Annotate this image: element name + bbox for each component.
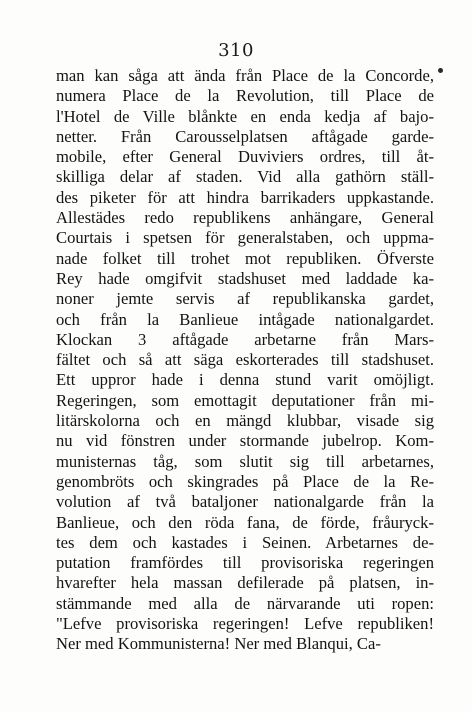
page-number: 310	[218, 40, 254, 61]
text-line: nade folket till trohet mot republiken. Öfverste	[56, 248, 434, 268]
text-line: genombröts och skingrades på Place de la Re-	[56, 471, 434, 491]
text-line: nu vid fönstren under stormande jubelrop. Kom-	[56, 431, 434, 451]
text-line: Banlieue, och den röda fana, de förde, fråuryck-	[56, 512, 434, 532]
text-line: stämmande med alla de närvarande uti ropen:	[56, 593, 434, 613]
text-line: tes dem och kastades i Seinen. Arbetarnes de-	[56, 532, 434, 552]
text-line: putation framfördes till provisoriska regeringen	[56, 553, 434, 573]
text-line: fältet och så att säga eskorterades till stadshuset.	[56, 350, 434, 370]
text-line: "Lefve provisoriska regeringen! Lefve republiken!	[56, 614, 434, 634]
text-line: des piketer för att hindra barrikaders uppkastande.	[56, 187, 434, 207]
text-line: volution af två bataljoner nationalgarde från la	[56, 492, 434, 512]
text-line: hvarefter hela massan defilerade på platsen, in-	[56, 573, 434, 593]
ink-speck	[438, 68, 443, 73]
text-line: noner jemte servis af republikanska gardet,	[56, 289, 434, 309]
text-line: numera Place de la Revolution, till Place de	[56, 86, 434, 106]
text-line: Klockan 3 aftågade arbetarne från Mars-	[56, 329, 434, 349]
text-line: man kan såga att ända från Place de la Concorde,	[56, 66, 434, 85]
text-line: munisternas tåg, som slutit sig till arbetarnes,	[56, 451, 434, 471]
text-line: och från la Banlieue intågade nationalgardet.	[56, 309, 434, 329]
text-line: skilliga delar af staden. Vid alla gathörn ställ-	[56, 167, 434, 187]
text-line: Rey hade omgifvit stadshuset med laddade ka-	[56, 268, 434, 288]
text-line: l'Hotel de Ville blånkte en enda kedja af bajo-	[56, 106, 434, 126]
body-text	[56, 66, 434, 655]
text-line: Allestädes redo republikens anhängare, General	[56, 208, 434, 228]
text-line: litärskolorna och en mängd klubbar, visade sig	[56, 411, 434, 431]
text-line: Courtais i spetsen för generalstaben, och uppma-	[56, 228, 434, 248]
text-line: Ner med Kommunisterna! Ner med Blanqui, Ca-	[56, 634, 381, 654]
text-line: Ett uppror hade i denna stund varit omöjligt.	[56, 370, 434, 390]
text-line: netter. Från Carousselplatsen aftågade garde-	[56, 126, 434, 146]
text-line: Regeringen, som emottagit deputationer från mi-	[56, 390, 434, 410]
text-line: mobile, efter General Duviviers ordres, till åt-	[56, 147, 434, 167]
